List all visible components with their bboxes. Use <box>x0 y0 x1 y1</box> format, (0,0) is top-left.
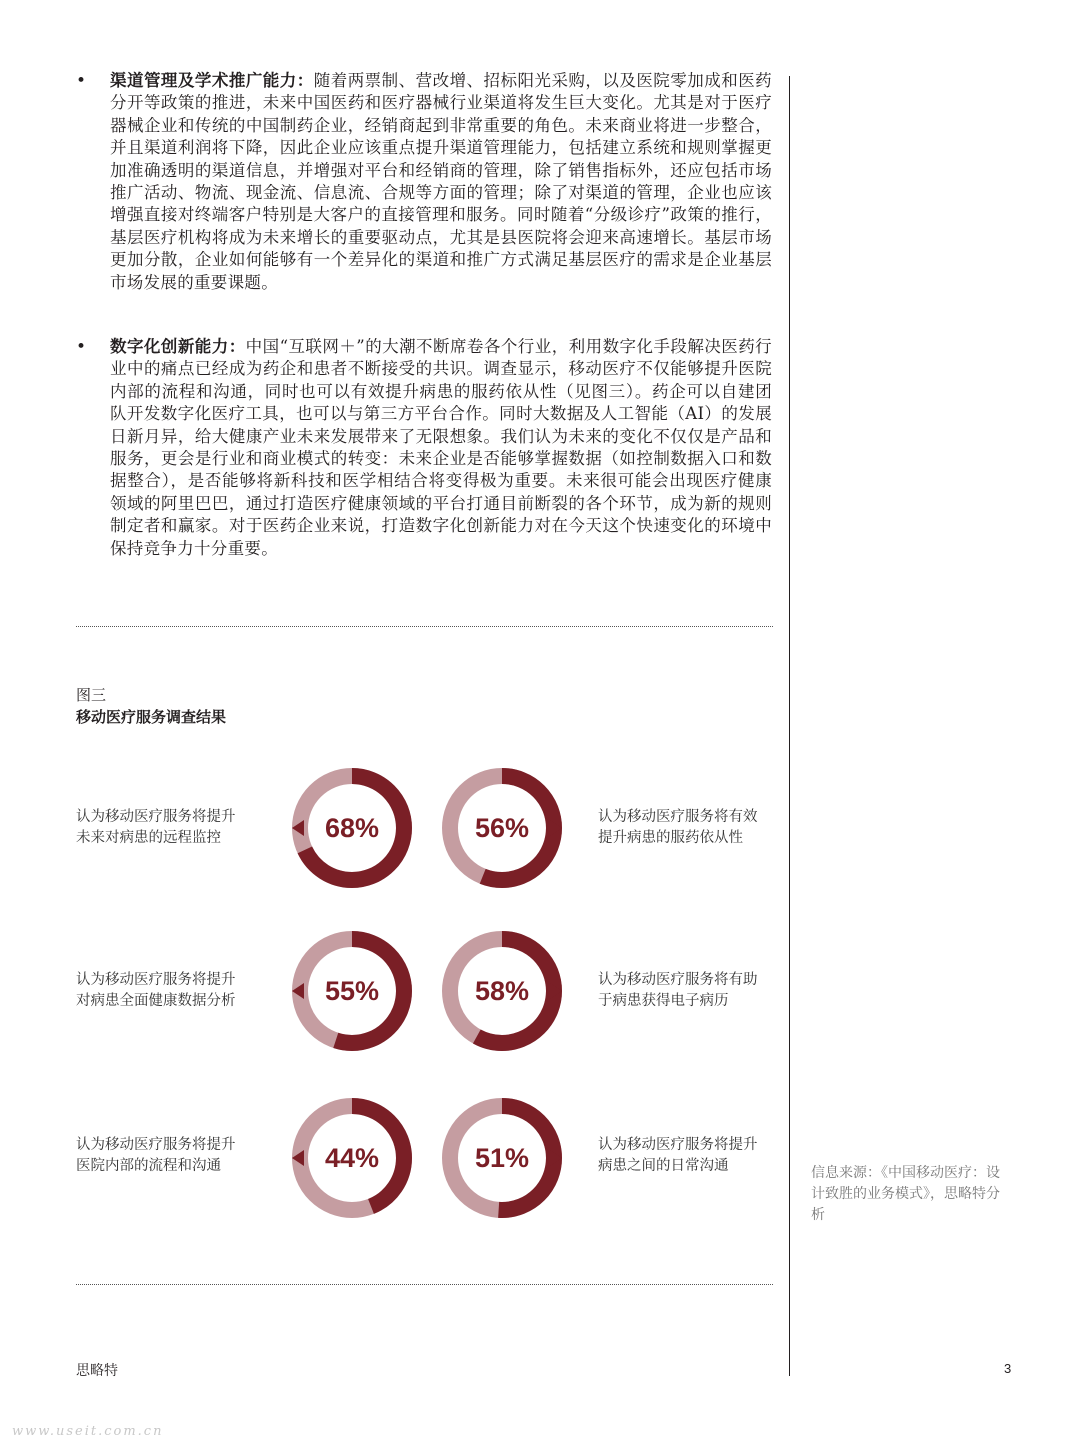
donut-percentage: 68% <box>324 812 380 843</box>
page-number: 3 <box>1004 1361 1012 1376</box>
dotted-divider-bottom <box>76 1284 773 1285</box>
caption-line: 认为移动医疗服务将提升 <box>598 1137 758 1153</box>
caption-line: 于病患获得电子病历 <box>598 993 729 1009</box>
caption-patient-communication <box>598 1135 784 1177</box>
donut-health-data-analysis <box>290 929 414 1053</box>
watermark: www.useit.com.cn <box>12 1424 164 1439</box>
donut-percentage: 44% <box>324 1142 380 1173</box>
caption-line: 未来对病患的远程监控 <box>76 830 221 846</box>
caption-health-data-analysis <box>76 970 262 1012</box>
source-note: 信息来源：《中国移动医疗：设计致胜的业务模式》，思略特分析 <box>811 1165 1000 1223</box>
caption-remote-monitoring <box>76 807 262 849</box>
donut-electronic-records <box>440 929 564 1053</box>
bullet-title: 数字化创新能力 <box>110 337 229 356</box>
bullet-paragraph <box>110 336 772 560</box>
bullet-digital-innovation <box>76 336 772 560</box>
donut-hospital-process <box>290 1096 414 1220</box>
caption-line: 认为移动医疗服务将提升 <box>76 1137 236 1153</box>
caption-electronic-records <box>598 970 784 1012</box>
figure-title: 移动医疗服务调查结果 <box>76 708 227 726</box>
figure-label: 图三 <box>76 686 107 704</box>
donut-percentage: 56% <box>474 812 530 843</box>
bullet-marker: • <box>76 337 87 357</box>
donut-percentage: 58% <box>474 975 530 1006</box>
dotted-divider-top <box>76 626 773 627</box>
bullet-title: 渠道管理及学术推广能力 <box>110 71 297 90</box>
margin-divider <box>789 76 790 1376</box>
donut-patient-communication <box>440 1096 564 1220</box>
donut-percentage: 55% <box>324 975 380 1006</box>
bullet-body: 随着两票制、营改增、招标阳光采购，以及医院零加成和医药分开等政策的推进，未来中国医药和医疗器械行业渠道将发生巨大变化。尤其是对于医疗器械企业和传统的中国制药企业，经销商起到非常重要的角色。未来商业将进一步整合，并且渠道利润将下降，因此企业应该重点提升渠道管理能力，包括建立系统和规则掌握更加准确透明的渠道信息，并增强对平台和经销商的管理，除了销售指标外，还应包括市场推广活动、物流、现金流、信息流、合规等方面的管理；除了对渠道的管理，企业也应该增强直接对终端客户特别是大客户的直接管理和服务。同时随着“分级诊疗”政策的推行，基层医疗机构将成为未来增长的重要驱动点，尤其是县医院将会迎来高速增长。基层市场更加分散，企业如何能够有一个差异化的渠道和推广方式满足基层医疗的需求是企业基层市场发展的重要课题。 <box>110 71 772 292</box>
bullet-body: 中国“互联网＋”的大潮不断席卷各个行业，利用数字化手段解决医药行业中的痛点已经成为药企和患者不断接受的共识。调查显示，移动医疗不仅能够提升医院内部的流程和沟通，同时也可以有效提升病患的服药依从性（见图三）。药企可以自建团队开发数字化医疗工具，也可以与第三方平台合作。同时大数据及人工智能（AI）的发展日新月异，给大健康产业未来发展带来了无限想象。我们认为未来的变化不仅仅是产品和服务，更会是行业和商业模式的转变：未来企业是否能够掌握数据（如控制数据入口和数据整合），是否能够将新科技和医学相结合将变得极为重要。未来很可能会出现医疗健康领域的阿里巴巴，通过打造医疗健康领域的平台打通目前断裂的各个环节，成为新的规则制定者和赢家。对于医药企业来说，打造数字化创新能力对在今天这个快速变化的环境中保持竞争力十分重要。 <box>110 337 772 558</box>
caption-line: 医院内部的流程和沟通 <box>76 1158 221 1174</box>
donut-remote-monitoring <box>290 766 414 890</box>
donut-medication-adherence <box>440 766 564 890</box>
bullet-colon: ： <box>228 337 246 356</box>
caption-line: 认为移动医疗服务将有助 <box>598 972 758 988</box>
caption-line: 认为移动医疗服务将提升 <box>76 809 236 825</box>
caption-line: 认为移动医疗服务将提升 <box>76 972 236 988</box>
caption-line: 提升病患的服药依从性 <box>598 830 743 846</box>
caption-hospital-process <box>76 1135 262 1177</box>
bullet-channel-management <box>76 70 772 294</box>
caption-medication-adherence <box>598 807 784 849</box>
bullet-marker: • <box>76 71 87 91</box>
caption-line: 对病患全面健康数据分析 <box>76 993 236 1009</box>
caption-line: 认为移动医疗服务将有效 <box>598 809 758 825</box>
donut-percentage: 51% <box>474 1142 530 1173</box>
bullet-paragraph <box>110 70 772 294</box>
caption-line: 病患之间的日常沟通 <box>598 1158 729 1174</box>
footer-brand: 思略特 <box>76 1363 118 1379</box>
bullet-colon: ： <box>296 71 314 90</box>
